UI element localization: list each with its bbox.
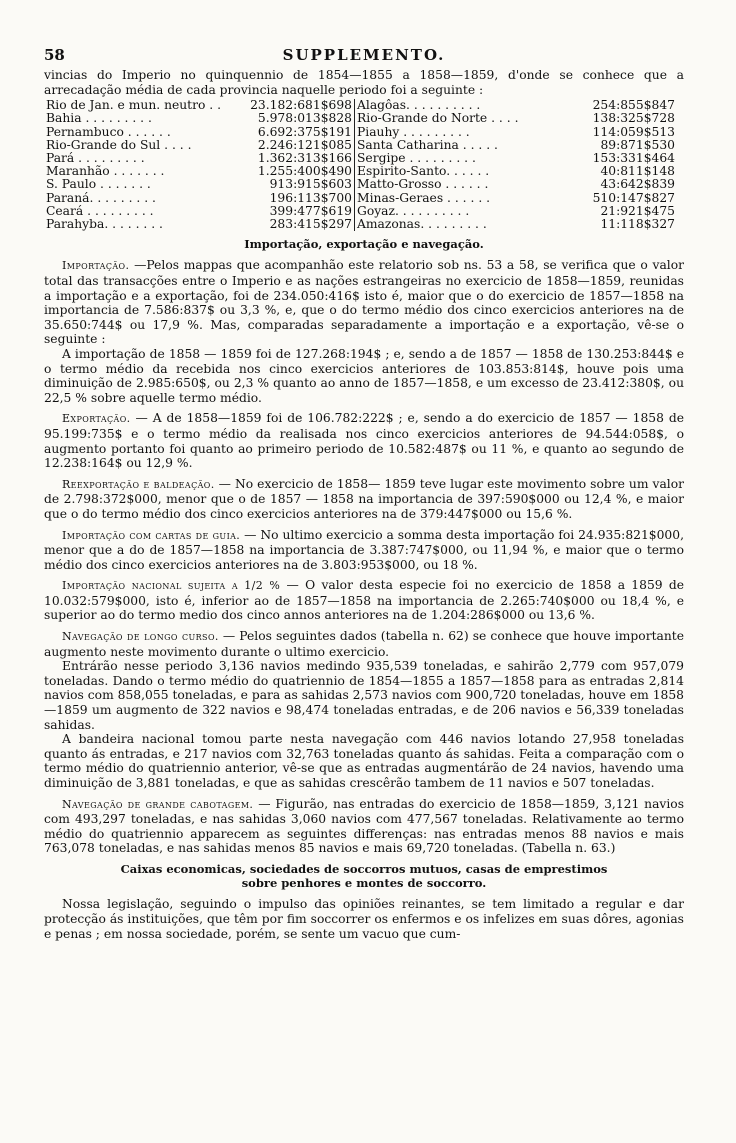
province-name: Matto-Grosso . . . . . . bbox=[357, 177, 489, 192]
province-name: Santa Catharina . . . . . bbox=[357, 137, 498, 152]
province-revenue: 153:331$464 bbox=[592, 151, 675, 165]
province-name: Paraná. . . . . . . . . bbox=[46, 190, 156, 205]
province-name: Sergipe . . . . . . . . . bbox=[357, 151, 476, 165]
province-name: Rio de Jan. e mun. neutro . . bbox=[46, 98, 222, 113]
paragraph-text: —Pelos mappas que acompanhão este relatorio sob ns. 53 a 58, se verifica que o valor total das transacções entre o Imperio e as nações estrangeiras no exercicio de 1858—1859, reunidas a importação e a exportação, foi de 234.050:416$ isto é, maior que o do exercicio de 1857—1858 na importancia de 7.586:837$ ou 3,3 %, e, que o do termo médio dos cinco exercicios anteriores na de 35.650:744$ ou 17,9 %. Mas, comparadas separadamente a importação e a exportação, vê-se o seguinte : bbox=[44, 258, 684, 347]
paragraph-lead: Reexportação e baldeação. bbox=[62, 477, 215, 491]
province-revenue: 21:921$475 bbox=[600, 203, 675, 218]
table-row bbox=[44, 218, 677, 231]
paragraph-lead: Importação com cartas de guia. bbox=[62, 528, 241, 542]
province-name: Goyaz. . . . . . . . . . bbox=[357, 203, 470, 218]
section-title-caixas bbox=[44, 862, 684, 890]
page-number: 58 bbox=[44, 46, 65, 64]
paragraph-lead: Importação. bbox=[62, 259, 130, 273]
paragraph-lead: Navegação de grande cabotagem. bbox=[62, 797, 254, 811]
paragraph-text: A importação de 1858 — 1859 foi de 127.268:194$ ; e, sendo a de 1857 — 1858 de 130.253:844$ e o termo médio da recebida nos cinco exercicios anteriores de 103.853:814$, houve pois uma diminuição de 2.985:650$, ou 2,3 % quanto ao anno de 1857—1858, e um excesso de 23.412:380$, ou 22,5 % sobre aquelle termo médio. bbox=[44, 346, 684, 405]
province-revenue: 399:477$619 bbox=[238, 205, 355, 218]
province-name: Bahia . . . . . . . . . bbox=[46, 111, 152, 126]
paragraph-text: — No exercicio de 1858— 1859 teve lugar este movimento sobre um valor de 2.798:372$000, menor que o de 1857 — 1858 na importancia de 397:590$000 ou 12,4 %, e maior que o do termo médio dos cinco exercicios anteriores na de 379:447$000 ou 15,6 %. bbox=[44, 476, 684, 521]
paragraph-text: — O valor desta especie foi no exercicio de 1858 a 1859 de 10.032:579$000, isto é, inferior ao de 1857—1858 na importancia de 2.265:740$000 ou 18,4 %, e superior ao do termo medio dos cinco annos anteriores na de 1.204:286$000 ou 13,6 %. bbox=[44, 578, 685, 623]
province-name: Pará . . . . . . . . . bbox=[46, 151, 145, 165]
province-revenue: 89:871$530 bbox=[600, 137, 675, 152]
section-title-importacao: Importação, exportação e navegação. bbox=[244, 237, 484, 252]
province-name: Pernambuco . . . . . . bbox=[46, 124, 171, 139]
body-paragraph bbox=[44, 477, 684, 522]
body-paragraph bbox=[44, 732, 684, 790]
body-paragraph bbox=[44, 258, 684, 347]
province-revenue: 11:118$327 bbox=[600, 217, 675, 232]
province-revenue: 510:147$827 bbox=[592, 190, 675, 205]
intro-paragraph: vincias do Imperio no quinquennio de 1854—1855 a 1858—1859, d'onde se conhece que a arrecadação média de cada provincia naquelle periodo foi a seguinte : bbox=[44, 68, 684, 97]
province-revenue: 196:113$700 bbox=[238, 192, 355, 205]
province-revenue: 254:855$847 bbox=[592, 98, 675, 113]
body-paragraph bbox=[44, 528, 684, 573]
section-title-line: sobre penhores e montes de soccorro. bbox=[241, 876, 487, 891]
province-name: Parahyba. . . . . . . . bbox=[46, 217, 163, 232]
table-row bbox=[44, 178, 677, 191]
body-paragraph bbox=[44, 629, 684, 659]
paragraph-text: — A de 1858—1859 foi de 106.782:222$ ; e, sendo a do exercicio de 1857 — 1858 de 95.199:735$ e o termo médio da realisada nos cinco exercicios anteriores de 94.544:058$, o augmento portanto foi quanto ao primeiro periodo de 10.582:487$ ou 11 %, e quanto ao segundo de 12.238:164$ ou 12,9 %. bbox=[44, 411, 684, 471]
table-row bbox=[44, 112, 677, 125]
province-name: Rio-Grande do Norte . . . . bbox=[357, 111, 519, 126]
province-revenue: 40:811$148 bbox=[600, 164, 675, 179]
province-revenue: 43:642$839 bbox=[600, 177, 675, 192]
revenue-table bbox=[44, 99, 677, 231]
province-revenue: 913:915$603 bbox=[238, 178, 355, 191]
table-row bbox=[44, 126, 677, 139]
paragraph-text: Entrárão nesse periodo 3,136 navios medindo 935,539 toneladas, e sahirão 2,779 com 957,079 toneladas. Dando o termo médio do quatriennio de 1854—1855 a 1857—1858 para as entradas 2,814 navios com 858,055 toneladas, e para as sahidas 2,573 navios com 900,720 toneladas, houve em 1858—1859 um augmento de 322 navios e 98,474 toneladas entradas, e de 206 navios e 56,339 toneladas sahidas. bbox=[44, 659, 684, 732]
paragraph-text: — Figurão, nas entradas do exercicio de 1858—1859, 3,121 navios com 493,297 toneladas, e nas sahidas 3,060 navios com 477,567 toneladas. Relativamente ao termo médio do quatriennio apparecem as seguintes differenças: nas entradas menos 88 navios e mais 763,078 toneladas, e nas sahidas menos 85 navios e mais 69,720 toneladas. (Tabella n. 63.) bbox=[44, 796, 685, 856]
province-name: Espirito-Santo. . . . . . bbox=[357, 164, 490, 179]
province-name: S. Paulo . . . . . . . bbox=[46, 177, 151, 192]
body-paragraph bbox=[44, 411, 684, 470]
province-revenue: 23.182:681$698 bbox=[238, 99, 355, 112]
body-paragraph bbox=[44, 347, 684, 405]
section-body bbox=[44, 258, 684, 856]
province-revenue: 283:415$297 bbox=[238, 218, 355, 231]
section-title-line: Caixas economicas, sociedades de soccorros mutuos, casas de emprestimos bbox=[120, 861, 608, 876]
page-header bbox=[44, 46, 684, 68]
province-revenue: 1.362:313$166 bbox=[238, 152, 355, 165]
province-name: Maranhão . . . . . . . bbox=[46, 164, 165, 179]
province-revenue: 6.692:375$191 bbox=[238, 126, 355, 139]
body-paragraph bbox=[44, 578, 684, 623]
province-name: Rio-Grande do Sul . . . . bbox=[46, 137, 192, 152]
province-revenue: 114:059$513 bbox=[592, 124, 675, 139]
paragraph-text: — No ultimo exercicio a somma desta importação foi 24.935:821$000, menor que a do de 1857—1858 na importancia de 3.387:747$000, ou 11,94 %, e maior que o termo médio dos cinco exercicios anteriores na de 3.803:953$000, ou 18 %. bbox=[44, 527, 684, 572]
paragraph-text: A bandeira nacional tomou parte nesta navegação com 446 navios lotando 27,958 toneladas quanto ás entradas, e 217 navios com 32,763 toneladas quanto ás sahidas. Feita a comparação com o termo médio do quatriennio anterior, vê-se que as entradas augmentárão de 24 navios, havendo uma diminuição de 3,881 toneladas, e que as sahidas crescêrão tambem de 11 navios e 507 toneladas. bbox=[44, 732, 684, 791]
province-revenue: 2.246:121$085 bbox=[238, 139, 355, 152]
province-revenue: 1.255:400$490 bbox=[238, 165, 355, 178]
body-paragraph bbox=[44, 797, 684, 856]
paragraph-lead: Importação nacional sujeita a 1/2 % bbox=[62, 579, 281, 593]
paragraph-lead: Exportação. bbox=[62, 412, 131, 426]
paragraph-text: — Pelos seguintes dados (tabella n. 62) se conhece que houve importante augmento neste movimento durante o ultimo exercicio. bbox=[44, 629, 684, 659]
paragraph-lead: Navegação de longo curso. bbox=[62, 630, 219, 644]
body-paragraph bbox=[44, 659, 684, 732]
running-title: SUPPLEMENTO. bbox=[282, 46, 446, 64]
province-name: Piauhy . . . . . . . . . bbox=[357, 124, 470, 139]
province-revenue: 138:325$728 bbox=[592, 111, 675, 126]
province-revenue: 5.978:013$828 bbox=[238, 112, 355, 125]
province-name: Minas-Geraes . . . . . . bbox=[357, 190, 491, 205]
province-name: Alagôas. . . . . . . . . . bbox=[357, 98, 481, 113]
table-row bbox=[44, 192, 677, 205]
province-name: Ceará . . . . . . . . . bbox=[46, 203, 154, 218]
document-page bbox=[44, 46, 684, 941]
province-name: Amazonas. . . . . . . . . bbox=[357, 217, 487, 232]
final-paragraph: Nossa legislação, seguindo o impulso das opiniões reinantes, se tem limitado a regular e dar protecção ás instituições, que têm por fim soccorrer os enfermos e os infelizes em suas dôres, agonias e penas ; em nossa sociedade, porém, se sente um vacuo que cum- bbox=[44, 897, 684, 941]
